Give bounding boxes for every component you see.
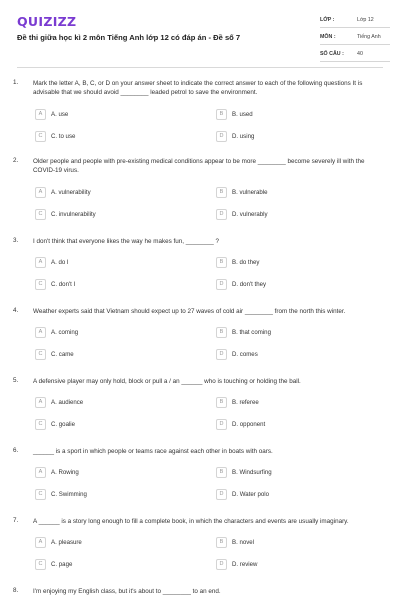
option-text: C. page	[51, 561, 73, 568]
question-text: I'm enjoying my English class, but it's about to ________ to an end.	[33, 588, 221, 595]
option-text: B. novel	[232, 539, 255, 546]
option-text: D. comes	[232, 351, 258, 358]
option-letter-box: D	[216, 349, 227, 360]
question-number: 8.	[13, 587, 19, 594]
option-text: C. to use	[51, 133, 76, 140]
worksheet-meta	[320, 14, 390, 62]
question-number: 6.	[13, 447, 19, 454]
option-text: C. goalie	[51, 421, 76, 428]
question-number: 4.	[13, 307, 19, 314]
option-letter-box: C	[35, 559, 46, 570]
question-number: 7.	[13, 517, 19, 524]
question-number: 1.	[13, 79, 19, 86]
option-text: A. audience	[51, 399, 84, 406]
option-letter-box: A	[35, 467, 46, 478]
option-letter-box: D	[216, 419, 227, 430]
header-divider	[17, 67, 383, 68]
option-letter-box: C	[35, 131, 46, 142]
option-text: D. review	[232, 561, 258, 568]
option-letter-box: C	[35, 209, 46, 220]
option-text: B. Windsurfing	[232, 469, 272, 476]
question-text: I don't think that everyone likes the way he makes fun, ________ ?	[33, 238, 220, 245]
option-text: A. Rowing	[51, 469, 79, 476]
meta-row-question-count	[320, 48, 390, 62]
meta-label: MÔN :	[320, 34, 336, 40]
option-letter-box: B	[216, 397, 227, 408]
meta-value: Lớp 12	[357, 17, 374, 23]
option-letter-box: D	[216, 209, 227, 220]
option-text: B. vulnerable	[232, 189, 268, 196]
option-letter-box: B	[216, 467, 227, 478]
option-text: A. coming	[51, 329, 79, 336]
option-text: A. vulnerability	[51, 189, 91, 196]
question-number: 3.	[13, 237, 19, 244]
option-text: C. don't I	[51, 281, 76, 288]
option-text: A. pleasure	[51, 539, 82, 546]
option-letter-box: B	[216, 537, 227, 548]
meta-row-grade	[320, 14, 390, 28]
option-letter-box: B	[216, 109, 227, 120]
option-text: D. Water polo	[232, 491, 270, 498]
option-letter-box: C	[35, 349, 46, 360]
option-letter-box: A	[35, 327, 46, 338]
option-text: B. that coming	[232, 329, 271, 336]
option-text: D. vulnerably	[232, 211, 268, 218]
option-text: B. referee	[232, 399, 259, 406]
meta-row-subject	[320, 31, 390, 45]
question-text: Mark the letter A, B, C, or D on your answer sheet to indicate the correct answer to each of the following questions It is advisable that we should avoid ________ leaded petrol to save the environment.	[33, 80, 363, 96]
document-title: Đề thi giữa học kì 2 môn Tiếng Anh lớp 12 có đáp án - Đề số 7	[17, 33, 241, 42]
option-text: C. invulnerability	[51, 211, 96, 218]
question-number: 2.	[13, 157, 19, 164]
question-text: A ______ is a story long enough to fill a complete book, in which the characters and events are usually imaginary.	[33, 518, 349, 525]
question-text: Older people and people with pre-existing medical conditions appear to be more ________ become severely ill with the COVID-19 virus.	[33, 158, 365, 174]
option-text: A. do I	[51, 259, 69, 266]
option-letter-box: D	[216, 489, 227, 500]
option-text: D. opponent	[232, 421, 266, 428]
option-letter-box: A	[35, 187, 46, 198]
option-letter-box: C	[35, 419, 46, 430]
option-text: B. do they	[232, 259, 260, 266]
option-letter-box: D	[216, 559, 227, 570]
option-letter-box: C	[35, 489, 46, 500]
meta-label: SỐ CÂU :	[320, 51, 344, 57]
option-text: C. Swimming	[51, 491, 87, 498]
option-text: D. don't they	[232, 281, 267, 288]
option-letter-box: B	[216, 327, 227, 338]
option-letter-box: B	[216, 257, 227, 268]
option-text: A. use	[51, 111, 69, 118]
option-letter-box: A	[35, 537, 46, 548]
question-text: ______ is a sport in which people or teams race against each other in boats with oars.	[33, 448, 273, 455]
option-letter-box: C	[35, 279, 46, 290]
option-text: C. came	[51, 351, 74, 358]
option-letter-box: B	[216, 187, 227, 198]
quizizz-logo: QUIZIZZ	[17, 14, 77, 29]
option-letter-box: A	[35, 109, 46, 120]
question-text: A defensive player may only hold, block or pull a / an ______ who is touching or holding the ball.	[33, 378, 301, 385]
meta-value: 40	[357, 51, 363, 57]
option-letter-box: A	[35, 397, 46, 408]
option-text: D. using	[232, 133, 255, 140]
meta-label: LỚP :	[320, 17, 335, 23]
option-letter-box: A	[35, 257, 46, 268]
meta-value: Tiếng Anh	[357, 34, 381, 40]
option-text: B. used	[232, 111, 253, 118]
option-letter-box: D	[216, 279, 227, 290]
question-number: 5.	[13, 377, 19, 384]
option-letter-box: D	[216, 131, 227, 142]
question-text: Weather experts said that Vietnam should expect up to 27 waves of cold air ________ from the north this winter.	[33, 308, 346, 315]
